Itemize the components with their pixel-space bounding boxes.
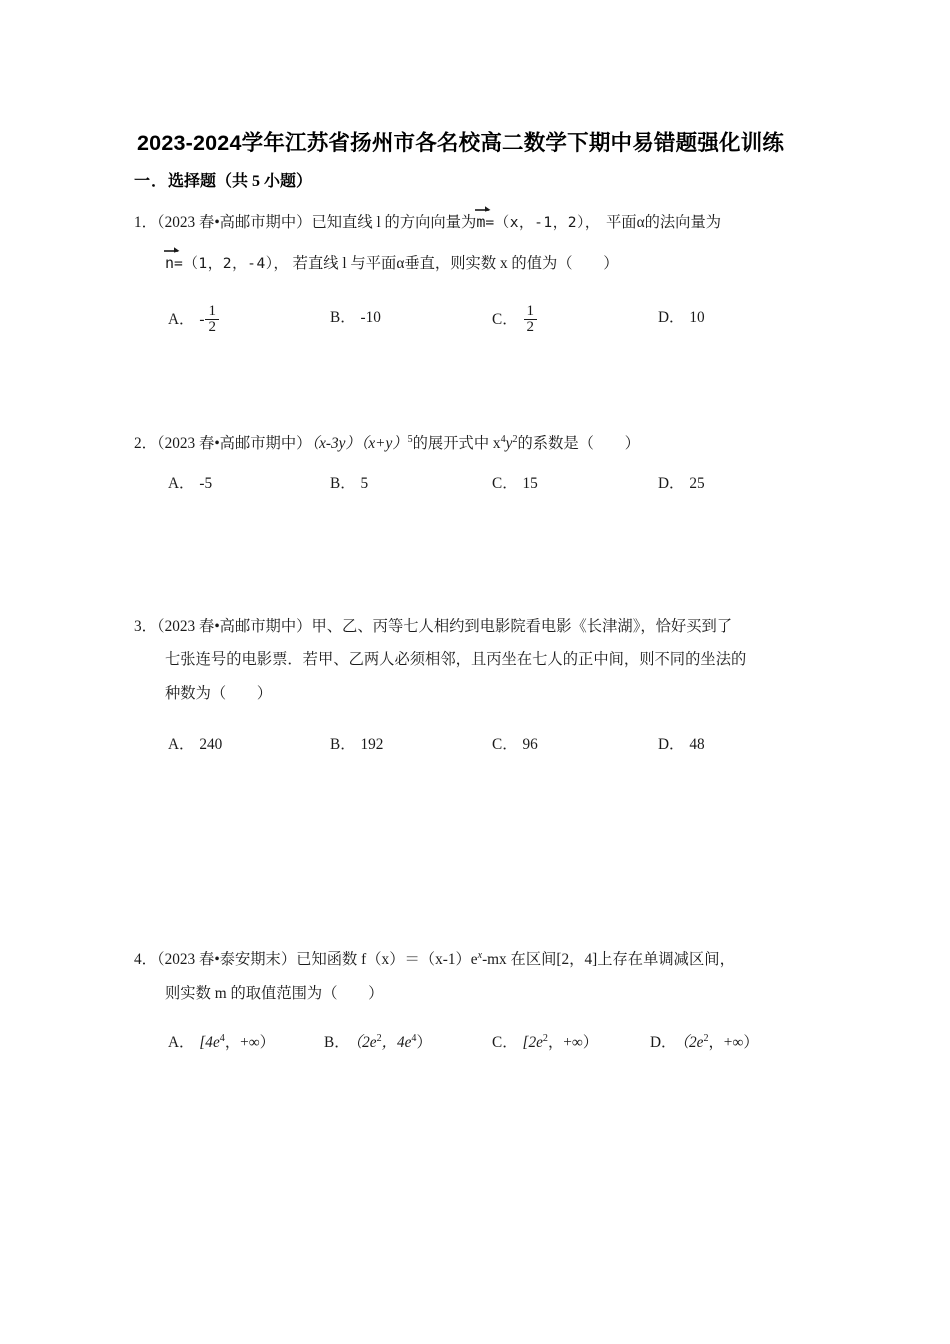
option-label: D．: [658, 309, 685, 326]
question-1-option-a[interactable]: [168, 305, 220, 337]
question-2-expr-a: （x-3y）（x+y）: [311, 435, 408, 452]
question-4-options: [134, 1030, 834, 1070]
question-1-options: [134, 305, 834, 345]
option-label: A．: [168, 736, 195, 753]
option-value-post: ，+∞）: [224, 1034, 275, 1051]
option-label: A．: [168, 311, 195, 329]
fraction-denominator: 2: [526, 319, 534, 336]
fraction: [524, 304, 538, 336]
question-1-text-a: 已知直线 l 的方向向量为: [311, 214, 477, 231]
option-value-pre: （2e: [354, 1034, 377, 1051]
question-4-option-c[interactable]: [492, 1030, 598, 1052]
question-2-option-c[interactable]: [492, 471, 538, 493]
vector-m: [476, 213, 485, 231]
section-label: 选择题（共 5 小题）: [168, 173, 313, 190]
question-4-text-c: 则实数 m 的取值范围为（ ）: [165, 985, 384, 1003]
option-value: 5: [360, 475, 369, 492]
question-2-exp-3: 2: [512, 433, 518, 445]
question-1: [134, 213, 834, 274]
question-4: [134, 951, 834, 1004]
question-3-option-b[interactable]: [330, 732, 383, 754]
question-1-text-b: 平面α的法向量为: [605, 214, 722, 231]
option-value-post: ，+∞）: [708, 1034, 759, 1051]
option-value-post: ）: [416, 1034, 432, 1051]
option-label: D．: [650, 1034, 677, 1051]
question-2-expr-b: 的展开式中 x: [412, 435, 501, 452]
question-2-var: y: [505, 435, 513, 452]
question-1-text-c: 若直线 l 与平面α垂直，则实数 x 的值为（ ）: [292, 255, 619, 273]
question-3-options: [134, 732, 834, 772]
question-2-option-d[interactable]: [658, 471, 705, 493]
question-1-source: （2023 春•高邮市期中）: [156, 214, 312, 231]
question-4-option-b[interactable]: [324, 1030, 432, 1052]
question-1-line-1: [134, 213, 834, 232]
overarrow-icon: [475, 204, 492, 213]
question-3-text-3: 种数为（ ）: [165, 684, 273, 702]
question-4-source: （2023 春•泰安期末）: [156, 951, 297, 968]
fraction-denominator: 2: [208, 319, 216, 336]
question-3-option-a[interactable]: [168, 732, 222, 754]
option-exponent: 2: [542, 1032, 548, 1044]
question-4-line-1: [134, 951, 834, 969]
option-value-pre: [4e: [199, 1034, 220, 1051]
question-2-exp-1: 5: [407, 433, 413, 445]
question-1-option-c[interactable]: [492, 305, 538, 337]
option-value-mid: ，4e: [381, 1034, 412, 1051]
overarrow-icon: [164, 245, 181, 254]
option-value: -5: [199, 475, 213, 492]
vector-n: [165, 254, 174, 272]
question-2-exp-2: 4: [500, 433, 506, 445]
question-4-exp: x: [477, 949, 483, 961]
question-3: [134, 618, 834, 703]
question-4-text-b: -mx 在区间[2，4]上存在单调减区间，: [482, 951, 735, 968]
option-label: A．: [168, 475, 195, 492]
option-value-pre: [2e: [522, 1034, 543, 1051]
option-label: C．: [492, 1034, 518, 1051]
question-2-option-b[interactable]: [330, 471, 368, 493]
question-2-number: 2．: [134, 435, 157, 452]
option-value-post: ，+∞）: [547, 1034, 599, 1051]
option-exponent-2: 4: [411, 1032, 417, 1044]
question-2: [134, 435, 834, 453]
option-exponent: 2: [376, 1032, 382, 1044]
option-value: 10: [689, 309, 705, 326]
option-value: 25: [689, 475, 705, 492]
question-3-option-c[interactable]: [492, 732, 538, 754]
option-exponent: 4: [219, 1032, 225, 1044]
option-value: [199, 305, 220, 337]
question-2-option-a[interactable]: [168, 471, 212, 493]
question-2-line-1: [134, 435, 834, 453]
question-4-line-2: [134, 985, 834, 1003]
option-value-pre: （2e: [681, 1034, 704, 1051]
option-label: B．: [324, 1034, 350, 1051]
section-number: 一．: [134, 173, 169, 190]
question-4-option-d[interactable]: [650, 1030, 759, 1052]
option-label: B．: [330, 475, 356, 492]
option-label: D．: [658, 736, 685, 753]
question-3-number: 3．: [134, 618, 157, 635]
option-label: C．: [492, 311, 518, 329]
question-3-text-2: 七张连号的电影票．若甲、乙两人必须相邻，且丙坐在七人的正中间，则不同的坐法的: [165, 651, 747, 669]
question-2-options: [134, 471, 834, 511]
fraction: [205, 304, 219, 336]
question-1-option-d[interactable]: [658, 305, 705, 327]
question-3-source: （2023 春•高邮市期中）: [156, 618, 312, 635]
option-label: C．: [492, 475, 518, 492]
question-4-text-a: 已知函数 f（x）＝（x-1）e: [296, 951, 478, 968]
question-1-line-2: [134, 254, 834, 273]
vector-m-value: =（x，-1，2），: [485, 214, 600, 231]
question-2-source: （2023 春•高邮市期中）: [156, 435, 312, 452]
vector-n-label: n: [165, 254, 175, 273]
question-4-option-a[interactable]: [168, 1030, 275, 1052]
option-value: 192: [360, 736, 384, 753]
question-1-option-b[interactable]: [330, 305, 381, 327]
question-4-number: 4．: [134, 951, 157, 968]
question-3-text-1: 甲、乙、丙等七人相约到电影院看电影《长津湖》，恰好买到了: [311, 618, 733, 635]
question-3-line-2: [134, 651, 834, 669]
option-label: B．: [330, 736, 356, 753]
option-label: D．: [658, 475, 685, 492]
vector-m-label: m: [476, 213, 486, 231]
option-value: 96: [522, 736, 538, 753]
vector-n-value: =（1，2，-4），: [174, 255, 289, 273]
section-header: [134, 168, 312, 191]
option-value: -10: [360, 309, 381, 326]
option-value: 240: [199, 736, 223, 753]
option-label: A．: [168, 1034, 195, 1051]
option-label: B．: [330, 309, 356, 326]
option-label: C．: [492, 736, 518, 753]
option-exponent: 2: [703, 1032, 709, 1044]
fraction-numerator: 1: [526, 303, 534, 319]
question-2-expr-c: 的系数是（ ）: [517, 435, 640, 452]
negative-sign: -: [199, 310, 205, 328]
question-3-line-3: [134, 685, 834, 703]
option-value: 48: [689, 736, 705, 753]
question-3-line-1: [134, 618, 834, 636]
question-1-number: 1．: [134, 214, 157, 231]
option-value: 15: [522, 475, 538, 492]
question-3-option-d[interactable]: [658, 732, 705, 754]
page-title: 2023-2024学年江苏省扬州市各名校高二数学下期中易错题强化训练: [137, 131, 785, 155]
fraction-numerator: 1: [208, 303, 216, 319]
